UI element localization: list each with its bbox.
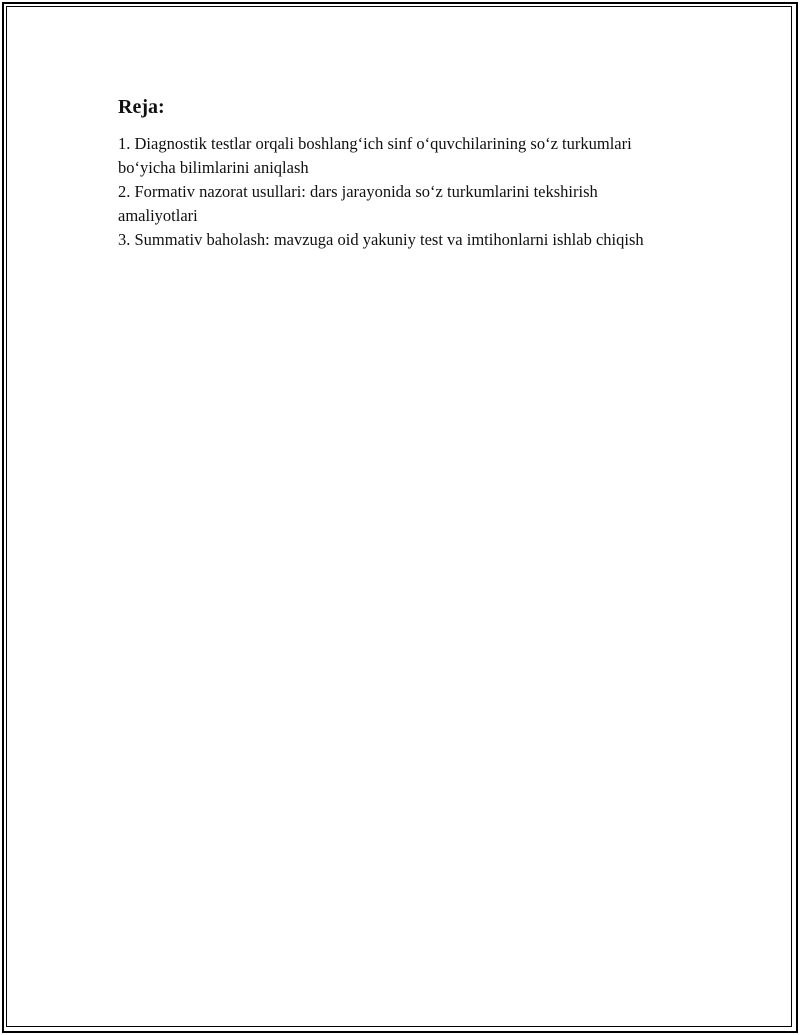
plan-item: 3. Summativ baholash: mavzuga oid yakuniy test va imtihonlarni ishlab chiqish: [118, 230, 644, 249]
document-content: [118, 94, 678, 252]
plan-item: 1. Diagnostik testlar orqali boshlang‘ich sinf o‘quvchilarining so‘z turkumlari bo‘yicha bilimlarini aniqlash: [118, 134, 632, 177]
plan-item: 2. Formativ nazorat usullari: dars jarayonida so‘z turkumlarini tekshirish amaliyotlari: [118, 182, 598, 225]
plan-title: Reja:: [118, 96, 165, 118]
plan-list: [118, 132, 678, 252]
